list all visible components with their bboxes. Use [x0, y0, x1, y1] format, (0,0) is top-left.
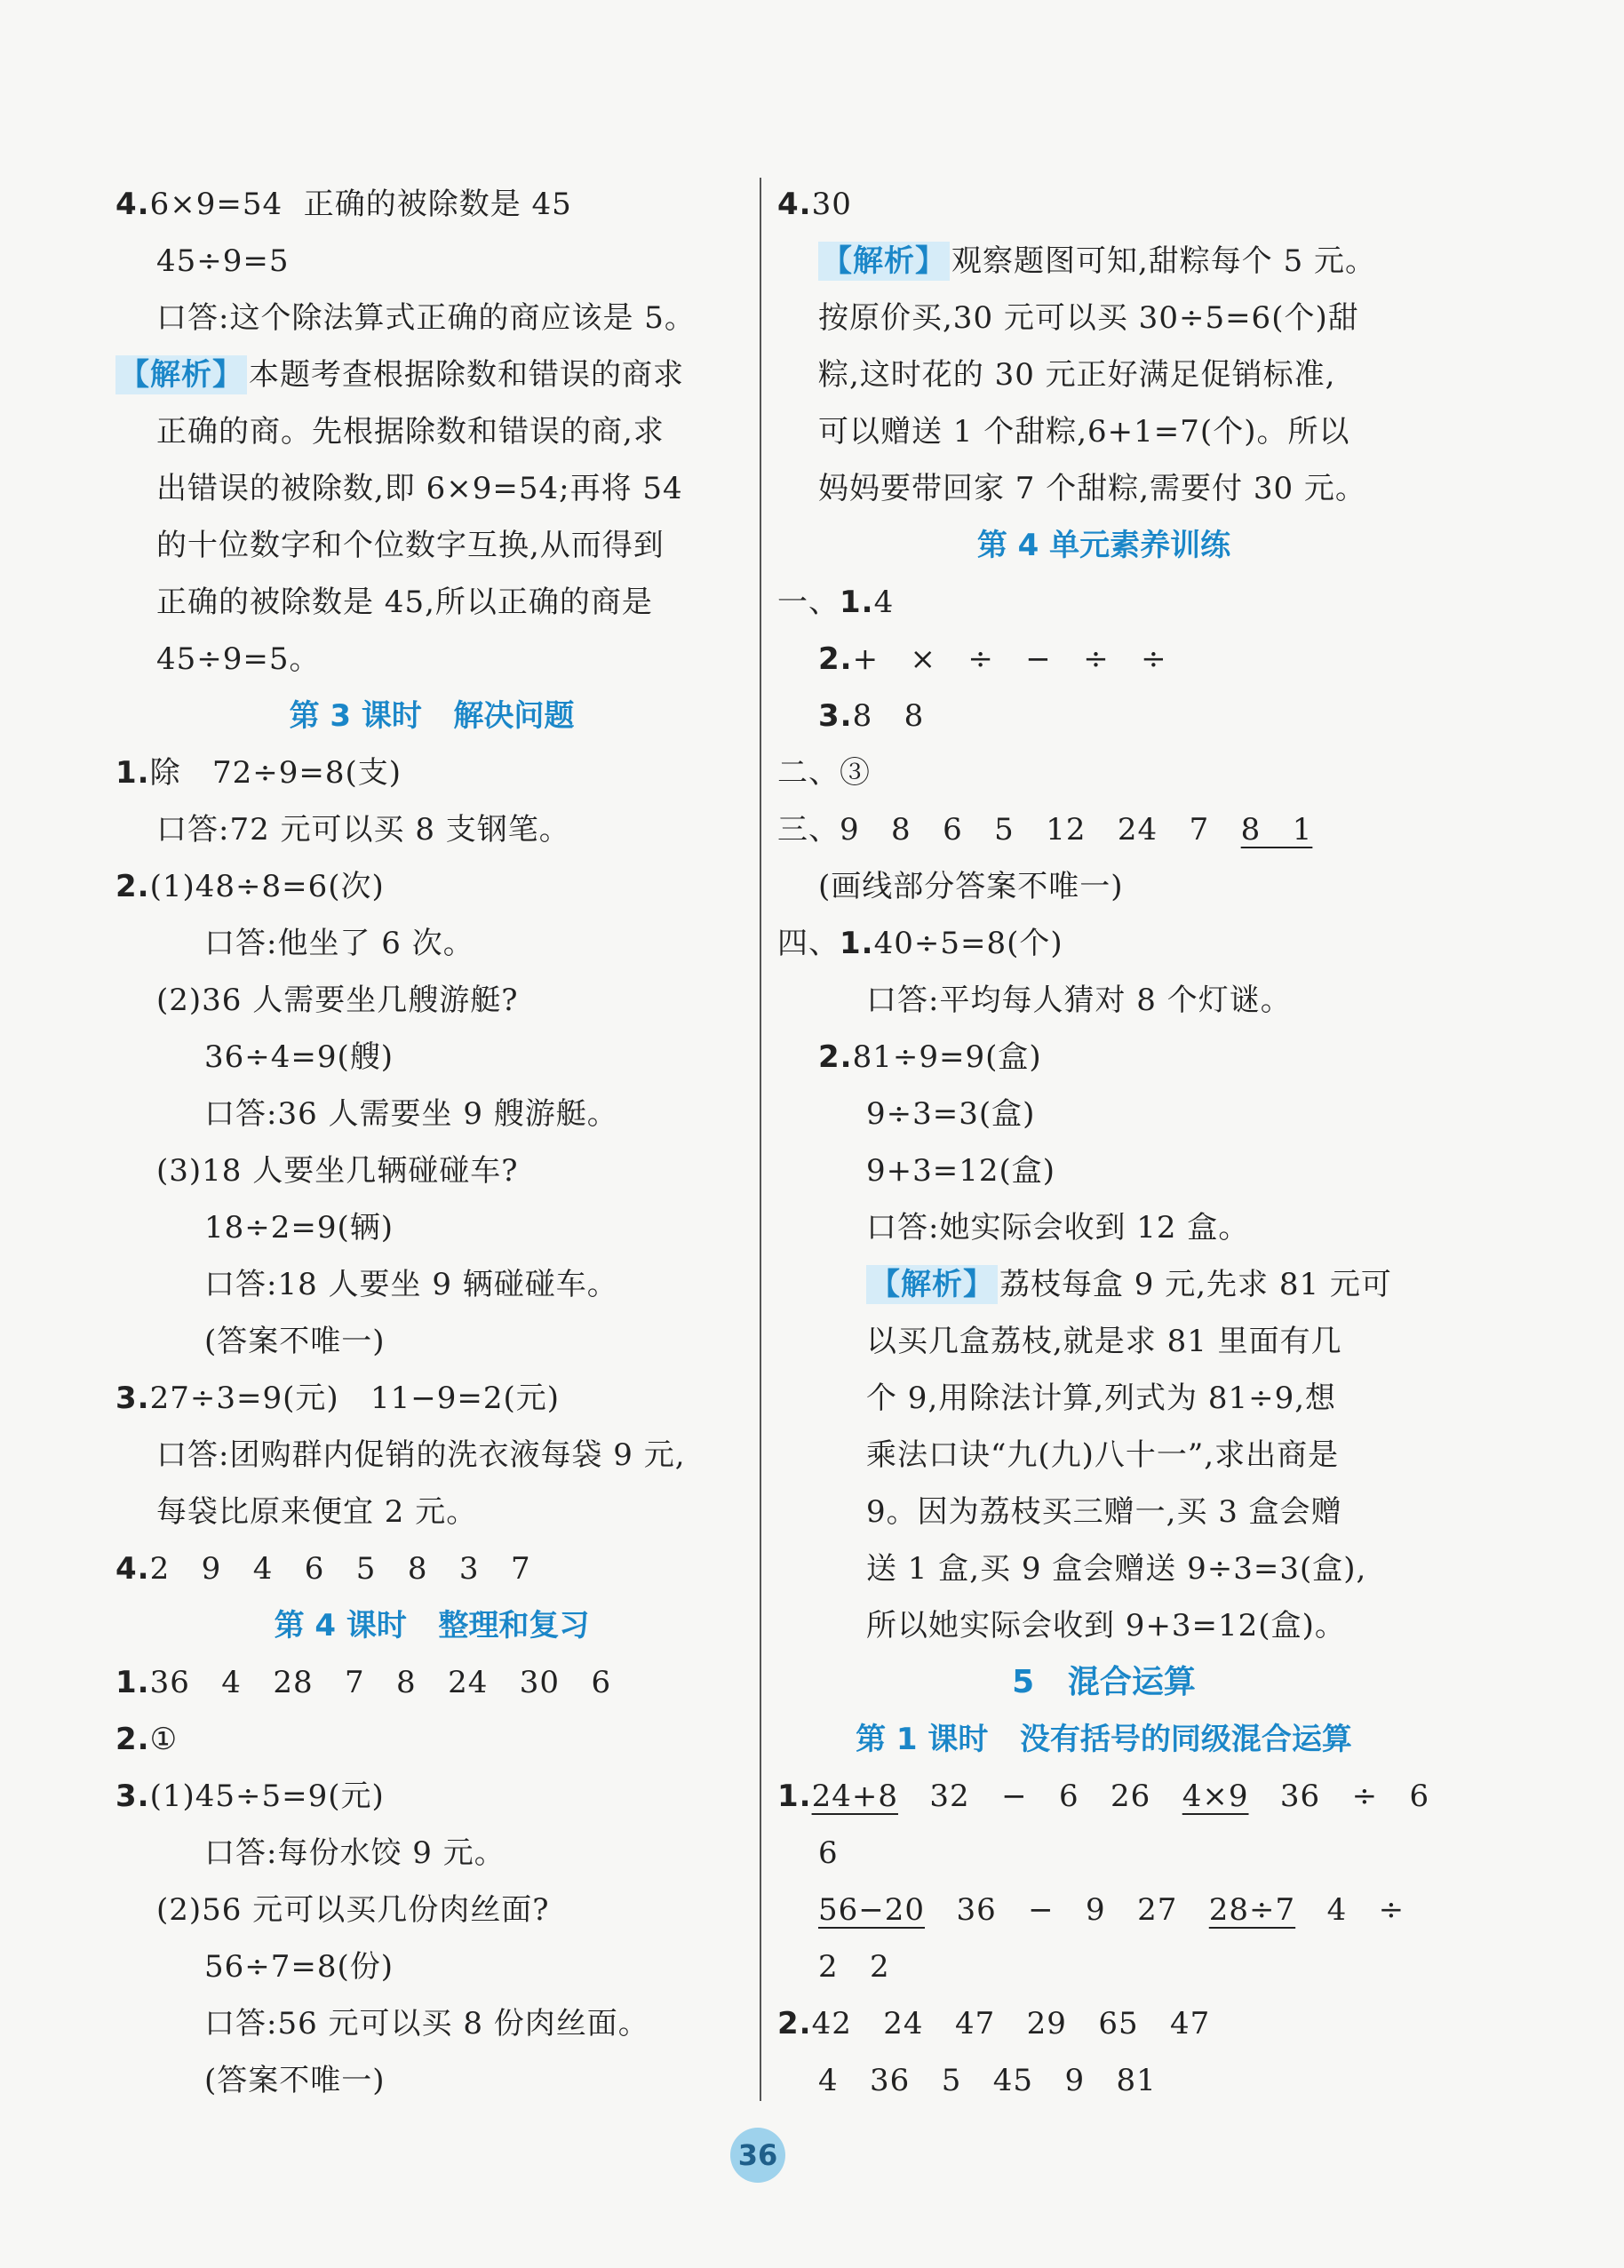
answer-line — [115, 1711, 748, 1768]
item-number: 1. — [115, 1665, 150, 1700]
item-number: 1. — [115, 755, 150, 791]
analysis-line: 正确的商。先根据除数和错误的商,求 — [156, 414, 665, 450]
item-number: 3. — [115, 1779, 150, 1814]
answer-line: (2)36 人需要坐几艘游艇? — [156, 983, 519, 1018]
answer-line: 二、③ — [777, 755, 871, 791]
answer-text: 30 — [811, 187, 852, 222]
answer-line: 口答:每份水饺 9 元。 — [204, 1835, 506, 1871]
underlined-answer: 8 1 — [1240, 812, 1313, 848]
answer-text: ① — [149, 1722, 179, 1757]
answer-line: 18÷2=9(辆) — [204, 1210, 394, 1245]
chapter-heading: 5 混合运算 — [1012, 1664, 1196, 1700]
underlined-expression: 28÷7 — [1208, 1892, 1296, 1928]
item-number: 2. — [818, 641, 853, 677]
answer-line: 36÷4=9(艘) — [204, 1039, 394, 1075]
analysis-tag: 【解析】 — [115, 355, 247, 394]
analysis-line: 粽,这时花的 30 元正好满足促销标准, — [818, 357, 1336, 393]
underlined-expression: 24+8 — [811, 1779, 898, 1814]
answer-text: (1)48÷8=6(次) — [149, 869, 385, 904]
part-label: 一、 — [777, 585, 840, 620]
answer-line: 口答:平均每人猜对 8 个灯谜。 — [866, 983, 1292, 1018]
answer-line — [777, 631, 1430, 688]
underlined-expression: 56−20 — [818, 1892, 926, 1928]
analysis-line: 送 1 盒,买 9 盒会赠送 9÷3=3(盒), — [866, 1551, 1367, 1587]
left-column — [115, 176, 748, 2109]
analysis-tag: 【解析】 — [866, 1265, 998, 1304]
item-number: 1. — [840, 926, 874, 961]
answer-text: 除 72÷9=8(支) — [149, 755, 402, 791]
answer-text: 2 9 4 6 5 8 3 7 — [149, 1551, 531, 1587]
answer-line: (答案不唯一) — [204, 2063, 386, 2098]
item-number: 3. — [115, 1381, 150, 1416]
answer-text: + × ÷ − ÷ ÷ — [852, 641, 1167, 677]
answer-text: 27÷3=9(元) 11−9=2(元) — [149, 1381, 561, 1416]
analysis-text: 荔枝每盒 9 元,先求 81 元可 — [999, 1267, 1392, 1302]
analysis-text: 本题考查根据除数和错误的商求 — [249, 357, 684, 393]
unit-heading: 第 4 单元素养训练 — [976, 528, 1231, 563]
item-number: 3. — [818, 698, 853, 734]
answer-line: 45÷9=5 — [156, 243, 290, 279]
analysis-line: 45÷9=5。 — [156, 641, 321, 677]
analysis-line: 所以她实际会收到 9+3=12(盒)。 — [866, 1608, 1346, 1643]
analysis-line: 9。因为荔枝买三赠一,买 3 盒会赠 — [866, 1494, 1342, 1530]
answer-line: 2 2 — [818, 1949, 890, 1985]
analysis-text: 观察题图可知,甜粽每个 5 元。 — [951, 243, 1377, 279]
column-divider — [760, 178, 761, 2101]
answer-line — [777, 1029, 1430, 1086]
answer-text: 36 ÷ 6 — [1248, 1779, 1430, 1814]
analysis-line: 妈妈要带回家 7 个甜粽,需要付 30 元。 — [818, 471, 1366, 506]
item-number: 4. — [777, 187, 812, 222]
item-number: 2. — [818, 1039, 853, 1075]
answer-text: 40÷5=8(个) — [873, 926, 1063, 961]
analysis-line: 正确的被除数是 45,所以正确的商是 — [156, 585, 653, 620]
section-heading: 第 1 课时 没有括号的同级混合运算 — [856, 1722, 1352, 1757]
answer-text: 32 − 6 26 — [897, 1779, 1182, 1814]
answer-line: (3)18 人要坐几辆碰碰车? — [156, 1153, 519, 1189]
right-column — [777, 176, 1430, 2109]
answer-line: 每袋比原来便宜 2 元。 — [156, 1494, 478, 1530]
answer-line — [777, 915, 1430, 972]
analysis-line: 以买几盒荔枝,就是求 81 里面有几 — [866, 1324, 1342, 1359]
answer-text: 81÷9=9(盒) — [852, 1039, 1042, 1075]
section-heading: 第 3 课时 解决问题 — [289, 698, 575, 734]
answer-line: 口答:团购群内促销的洗衣液每袋 9 元, — [156, 1437, 686, 1473]
answer-line — [115, 1768, 748, 1825]
part-label: 四、 — [777, 926, 840, 961]
answer-line — [115, 1370, 748, 1427]
answer-line — [777, 176, 1430, 233]
analysis-line: 可以赠送 1 个甜粽,6+1=7(个)。所以 — [818, 414, 1350, 450]
answer-line: 口答:36 人需要坐 9 艘游艇。 — [204, 1096, 618, 1132]
answer-line: 56÷7=8(份) — [204, 1949, 394, 1985]
answer-line — [777, 1768, 1430, 1825]
answer-note: (画线部分答案不唯一) — [818, 869, 1124, 904]
answer-line — [115, 176, 748, 233]
answer-line — [777, 688, 1430, 744]
analysis-line: 乘法口诀“九(九)八十一”,求出商是 — [866, 1437, 1340, 1473]
answer-text: 4 ÷ — [1295, 1892, 1405, 1928]
item-number: 2. — [115, 869, 150, 904]
answer-text: 6×9=54 正确的被除数是 45 — [149, 187, 572, 222]
underlined-expression: 4×9 — [1182, 1779, 1249, 1814]
answer-text: 4 — [873, 585, 895, 620]
answer-line — [115, 858, 748, 915]
answer-text: (1)45÷5=9(元) — [149, 1779, 385, 1814]
answer-line — [115, 1654, 748, 1711]
answer-text: 8 8 — [852, 698, 925, 734]
answer-line: 口答:56 元可以买 8 份肉丝面。 — [204, 2006, 649, 2041]
page-number: 36 — [730, 2128, 785, 2183]
analysis-line — [777, 1256, 1430, 1313]
answer-line — [777, 1882, 1430, 1938]
answer-line — [777, 574, 1430, 631]
analysis-line: 按原价买,30 元可以买 30÷5=6(个)甜 — [818, 300, 1359, 336]
item-number: 4. — [115, 1551, 150, 1587]
item-number: 2. — [115, 1722, 150, 1757]
answer-line: 口答:18 人要坐 9 辆碰碰车。 — [204, 1267, 618, 1302]
answer-line: 9÷3=3(盒) — [866, 1096, 1036, 1132]
answer-line: 9+3=12(盒) — [866, 1153, 1056, 1189]
item-number: 1. — [840, 585, 874, 620]
analysis-line — [115, 346, 748, 403]
analysis-line: 的十位数字和个位数字互换,从而得到 — [156, 528, 665, 563]
answer-line — [777, 801, 1430, 858]
item-number: 1. — [777, 1779, 812, 1814]
analysis-line — [777, 233, 1430, 290]
answer-line — [115, 1540, 748, 1597]
answer-text: 42 24 47 29 65 47 — [811, 2006, 1211, 2041]
answer-line: 口答:她实际会收到 12 盒。 — [866, 1210, 1250, 1245]
answer-text: 三、9 8 6 5 12 24 7 — [777, 812, 1210, 848]
answer-line: (2)56 元可以买几份肉丝面? — [156, 1892, 550, 1928]
analysis-line: 个 9,用除法计算,列式为 81÷9,想 — [866, 1381, 1337, 1416]
item-number: 2. — [777, 2006, 812, 2041]
answer-line: 6 — [818, 1835, 839, 1871]
item-number: 4. — [115, 187, 150, 222]
answer-text: 36 − 9 27 — [925, 1892, 1209, 1928]
answer-text: 36 4 28 7 8 24 30 6 — [149, 1665, 612, 1700]
answer-line — [115, 744, 748, 801]
answer-line: 4 36 5 45 9 81 — [818, 2063, 1157, 2098]
answer-line: 口答:他坐了 6 次。 — [204, 926, 474, 961]
answer-line: (答案不唯一) — [204, 1324, 386, 1359]
analysis-line: 出错误的被除数,即 6×9=54;再将 54 — [156, 471, 683, 506]
section-heading: 第 4 课时 整理和复习 — [274, 1608, 590, 1643]
answer-line: 口答:这个除法算式正确的商应该是 5。 — [156, 300, 696, 336]
analysis-tag: 【解析】 — [818, 242, 950, 281]
answer-line: 口答:72 元可以买 8 支钢笔。 — [156, 812, 570, 848]
answer-line — [777, 1995, 1430, 2052]
